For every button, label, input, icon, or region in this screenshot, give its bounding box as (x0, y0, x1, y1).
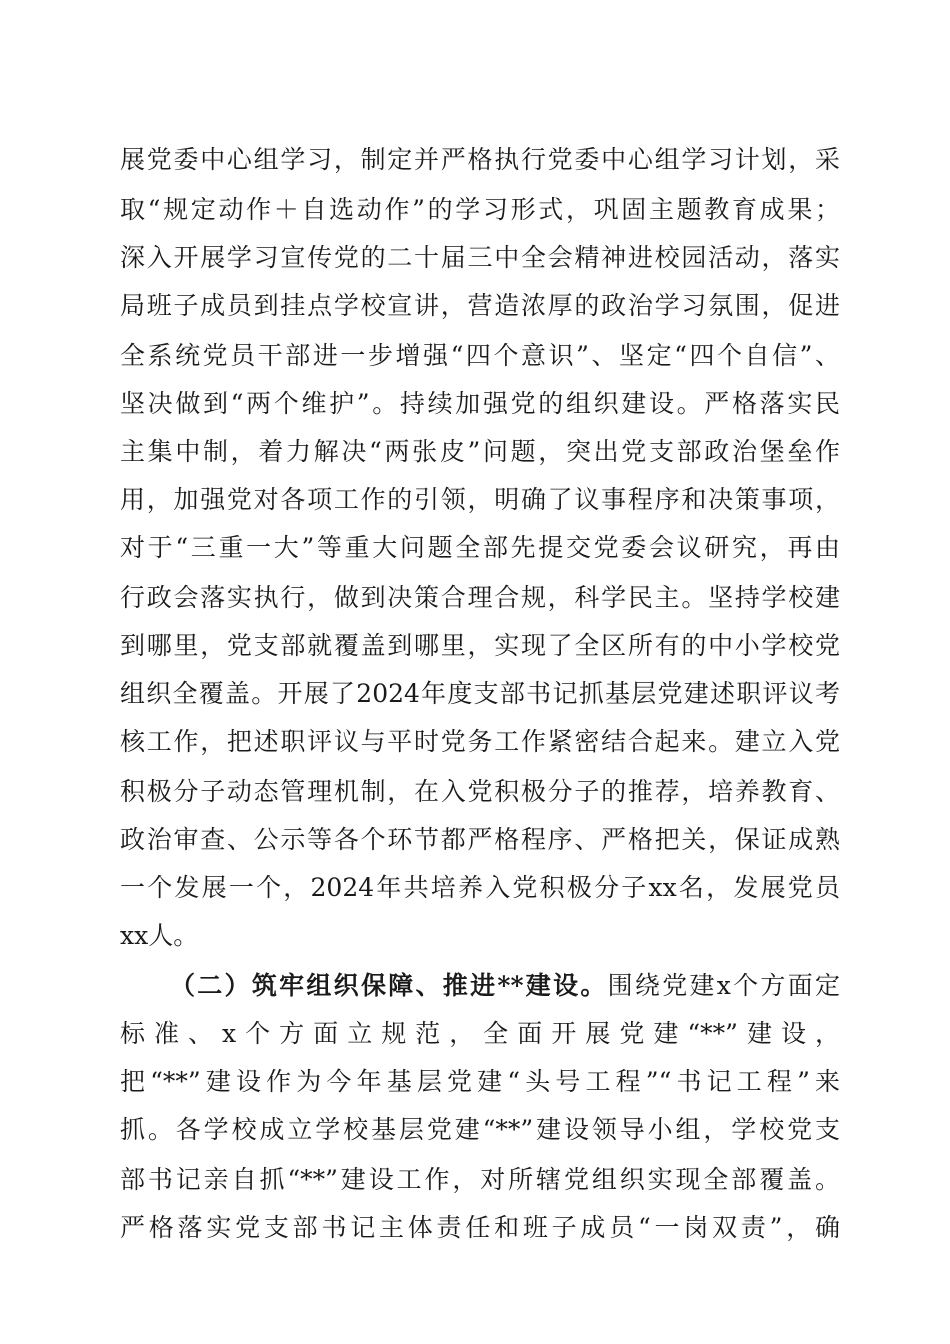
paragraph-line: 积极分子动态管理机制，在入党积极分子的推荐，培养教育、 (120, 777, 840, 806)
paragraph-line: 部书记亲自抓“**”建设工作，对所辖党组织实现全部覆盖。 (120, 1165, 840, 1194)
paragraph-line: 深入开展学习宣传党的二十届三中全会精神进校园活动，落实 (120, 243, 840, 272)
paragraph-line: 展党委中心组学习，制定并严格执行党委中心组学习计划，采 (120, 145, 840, 174)
paragraph-line: xx人。 (120, 921, 199, 950)
section-heading: （二）筑牢组织保障、推进**建设。 (170, 971, 608, 1000)
paragraph-line: 抓。各学校成立学校基层党建“**”建设领导小组，学校党支 (120, 1115, 840, 1144)
paragraph-line: 坚决做到“两个维护”。持续加强党的组织建设。严格落实民 (120, 389, 840, 418)
paragraph-line: 政治审查、公示等各个环节都严格程序、严格把关，保证成熟 (120, 825, 840, 854)
paragraph-line: 全系统党员干部进一步增强“四个意识”、坚定“四个自信”、 (120, 341, 840, 370)
paragraph-line: 一个发展一个，2024年共培养入党积极分子xx名，发展党员 (120, 873, 840, 902)
paragraph-line: 组织全覆盖。开展了2024年度支部书记抓基层党建述职评议考 (120, 679, 840, 708)
paragraph-line: 取“规定动作＋自选动作”的学习形式，巩固主题教育成果； (120, 195, 840, 224)
paragraph-line: 对于“三重一大”等重大问题全部先提交党委会议研究，再由 (120, 533, 840, 562)
paragraph-line: 核工作，把述职评议与平时党务工作紧密结合起来。建立入党 (120, 727, 840, 756)
paragraph-line: 用，加强党对各项工作的引领，明确了议事程序和决策事项， (120, 485, 840, 514)
paragraph-line: 主集中制，着力解决“两张皮”问题，突出党支部政治堡垒作 (120, 437, 840, 466)
section-heading-line (170, 962, 840, 1010)
paragraph-line: 局班子成员到挂点学校宣讲，营造浓厚的政治学习氛围，促进 (120, 291, 840, 320)
heading-continuation: 围绕党建x个方面定 (607, 971, 840, 1000)
paragraph-line: 到哪里，党支部就覆盖到哪里，实现了全区所有的中小学校党 (120, 631, 840, 660)
paragraph-line: 行政会落实执行，做到决策合理合规，科学民主。坚持学校建 (120, 583, 840, 612)
paragraph-line: 严格落实党支部书记主体责任和班子成员“一岗双责”，确 (120, 1213, 840, 1242)
paragraph-line: 标准、x个方面立规范，全面开展党建“**”建设， (120, 1019, 840, 1048)
paragraph-line: 把“**”建设作为今年基层党建“头号工程”“书记工程”来 (120, 1067, 840, 1096)
